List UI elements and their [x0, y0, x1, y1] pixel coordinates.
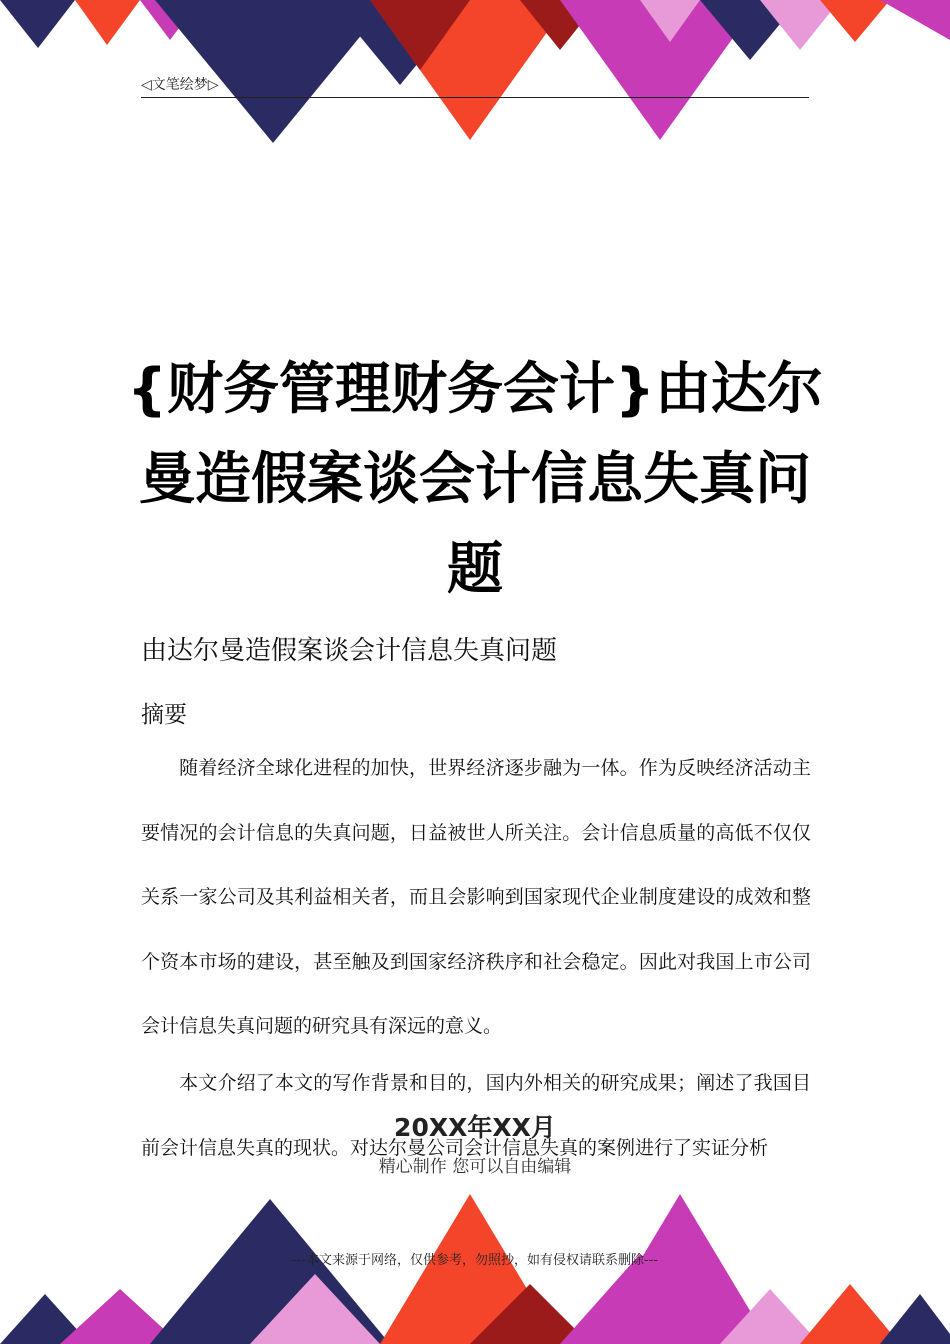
- deco-triangle: [800, 1284, 900, 1344]
- deco-triangle: [0, 0, 75, 48]
- deco-triangle: [75, 0, 140, 45]
- header-rule: [141, 97, 809, 98]
- deco-triangle: [880, 1294, 950, 1344]
- paragraph-text: 随着经济全球化进程的加快，世界经济逐步融为一体。作为反映经济活动主要情况的会计信息的失真问题，日益被世人所关注。会计信息质量的高低不仅仅关系一家公司及其利益相关者，而且会影响到国家现代企业制度建设的成效和整个资本市场的建设，甚至触及到国家经济秩序和社会稳定。因此对我国上市公司会计信息失真问题的研究具有深远的意义。: [141, 757, 811, 1037]
- document-subtitle: 由达尔曼造假案谈会计信息失真问题: [141, 636, 558, 666]
- footer-note: ---本文来源于网络，仅供参考，勿照抄，如有侵权请联系删除---: [291, 1253, 659, 1268]
- document-title: {财务管理财务会计}由达尔曼造假案谈会计信息失真问题: [127, 357, 823, 602]
- bottom-decoration: [0, 1194, 950, 1344]
- paragraph-text: 本文介绍了本文的写作背景和目的，国内外相关的研究成果；阐述了我国目前会计信息失真的现状。对达尔曼公司会计信息失真的案例进行了实证分析: [141, 1072, 811, 1159]
- abstract-paragraph: [141, 736, 811, 1059]
- abstract-heading: 摘要: [141, 702, 187, 728]
- deco-triangle: [880, 0, 950, 40]
- date-overlay: 20XX年XX月: [394, 1113, 556, 1142]
- deco-triangle: [820, 0, 890, 42]
- header-mark: ◁文笔绘梦▷: [141, 77, 219, 93]
- edit-note-overlay: 精心制作 您可以自由编辑: [378, 1157, 572, 1177]
